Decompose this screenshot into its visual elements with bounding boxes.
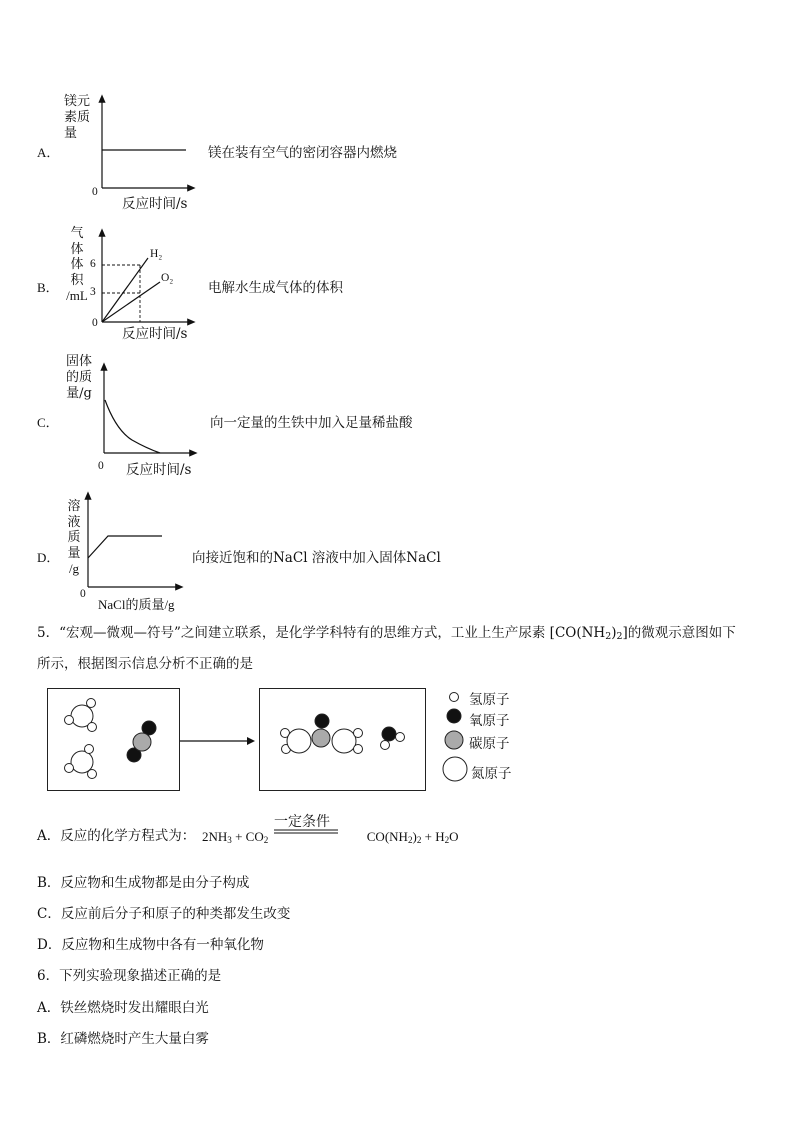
graph-b-origin: 0: [92, 317, 98, 329]
graph-c-ylabel: 固体 的质 量/g: [66, 354, 93, 401]
option-c-label: C．: [37, 415, 59, 430]
q5-option-b: B．反应物和生成物都是由分子构成: [37, 875, 250, 891]
graph-d-caption: 向接近饱和的NaCl 溶液中加入固体NaCl: [192, 550, 441, 566]
legend-carbon-label: 碳原子: [469, 736, 510, 752]
option-d-label: D．: [37, 550, 60, 565]
graph-d-origin: 0: [80, 588, 86, 600]
q5-stem-line1: 5．“宏观—微观—符号”之间建立联系，是化学学科特有的思维方式，工业上生产尿素 $[CO(NH_2)_2]$的微观示意图如下: [37, 625, 736, 642]
graph-c-origin: 0: [98, 460, 104, 472]
equation-condition: 一定条件: [274, 814, 330, 830]
graph-b-tick-3: 3: [90, 286, 96, 298]
q6-option-b: B．红磷燃烧时产生大量白雾: [37, 1031, 209, 1047]
graph-b-h2-label: H₂: [150, 248, 163, 260]
option-b-label: B．: [37, 280, 59, 295]
q5-stem-line2: 所示，根据图示信息分析不正确的是: [37, 656, 253, 672]
legend-oxygen-label: 氧原子: [469, 713, 510, 729]
graph-d-xlabel: NaCl的质量/g: [98, 597, 175, 612]
graph-a-origin: 0: [92, 186, 98, 198]
legend-nitrogen-label: 氮原子: [471, 766, 512, 782]
graph-b-caption: 电解水生成气体的体积: [208, 280, 343, 296]
graph-a-caption: 镁在装有空气的密闭容器内燃烧: [208, 145, 397, 161]
legend-hydrogen-label: 氢原子: [469, 692, 510, 708]
graph-c-xlabel: 反应时间/s: [126, 462, 192, 478]
option-a-label: A．: [37, 145, 60, 160]
graph-a-xlabel: 反应时间/s: [122, 196, 188, 212]
graph-d-ylabel: 溶 液 质 量 /g: [67, 499, 81, 576]
q5-option-a: A．反应的化学方程式为：: [37, 828, 196, 844]
q5-option-c: C．反应前后分子和原子的种类都发生改变: [37, 906, 291, 922]
graph-b-ylabel: 气 体 体 积 /mL: [66, 226, 88, 303]
graph-b-xlabel: 反应时间/s: [122, 326, 188, 342]
graph-b-tick-6: 6: [90, 258, 96, 270]
graph-a-ylabel: 镁元 素质 量: [64, 94, 91, 141]
q5-equation: $2NH_3 + CO_2$ $CO(NH_2)_2 + H_2O$: [202, 829, 459, 845]
q5-option-d: D．反应物和生成物中各有一种氧化物: [37, 937, 264, 953]
q6-option-a: A．铁丝燃烧时发出耀眼白光: [37, 1000, 209, 1016]
graph-b-o2-label: O₂: [161, 272, 174, 284]
graph-c-caption: 向一定量的生铁中加入足量稀盐酸: [210, 415, 413, 431]
q6-stem: 6．下列实验现象描述正确的是: [37, 968, 222, 984]
